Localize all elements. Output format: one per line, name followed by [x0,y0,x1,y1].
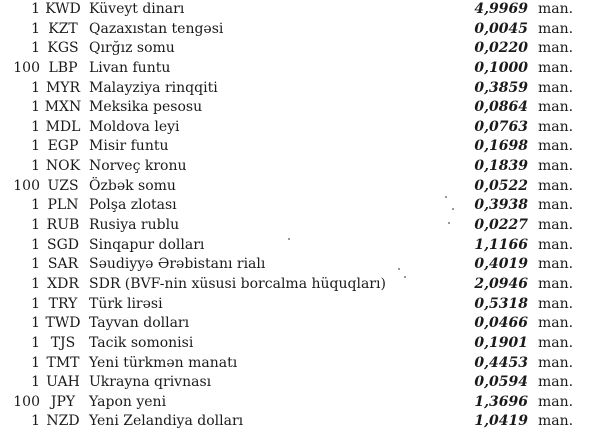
row-unit: 1 [31,354,40,371]
rate-row-sgd [0,236,590,256]
row-currency-suffix: man. [538,217,574,234]
row-currency-suffix: man. [538,1,574,17]
row-unit: 100 [13,59,40,76]
rate-row-nok [0,157,590,177]
rate-row-mdl [0,118,590,138]
row-unit: 1 [31,295,40,312]
row-unit: 1 [31,197,40,214]
row-currency-suffix: man. [538,236,574,253]
row-rate-value: 0,1000 [474,59,528,76]
row-currency-name: Polşa zlotası [89,197,177,214]
row-currency-code: TMT [46,354,80,371]
row-currency-name: Sinqapur dolları [89,236,205,253]
rate-row-tmt [0,354,590,374]
row-unit: 1 [31,118,40,135]
row-currency-name: Səudiyyə Ərəbistanı rialı [89,256,266,273]
row-currency-code: NOK [45,158,81,175]
row-currency-suffix: man. [538,118,574,135]
row-rate-value: 0,0763 [474,118,528,135]
row-rate-value: 2,0946 [474,275,528,292]
row-currency-code: SGD [47,236,79,253]
row-rate-value: 0,1839 [474,158,528,175]
rate-row-sar [0,255,590,275]
row-unit: 1 [31,40,40,57]
row-currency-name: Livan funtu [89,59,171,76]
row-rate-value: 0,0045 [474,20,528,37]
row-currency-code: TRY [48,295,78,312]
row-currency-suffix: man. [538,295,574,312]
scan-speck [448,222,450,224]
row-currency-suffix: man. [538,374,574,391]
rate-row-rub [0,216,590,236]
row-rate-value: 0,0227 [474,217,528,234]
row-currency-code: PLN [47,197,79,214]
row-rate-value: 0,5318 [474,295,528,312]
row-currency-code: KWD [45,1,81,17]
row-currency-suffix: man. [538,79,574,96]
row-unit: 100 [13,393,40,410]
row-currency-code: MYR [45,79,81,96]
row-unit: 1 [31,236,40,253]
row-rate-value: 0,4453 [474,354,528,371]
row-currency-code: KZT [48,20,78,37]
row-currency-name: Tacik somonisi [89,334,194,351]
rate-row-kzt [0,20,590,40]
row-currency-name: Moldova leyi [89,118,180,135]
row-unit: 1 [31,413,40,430]
row-currency-name: Qazaxıstan tengəsi [89,20,224,37]
row-rate-value: 1,1166 [474,236,528,253]
row-currency-code: MDL [45,118,81,135]
row-currency-code: LBP [48,59,78,76]
row-currency-suffix: man. [538,393,574,410]
row-currency-suffix: man. [538,256,574,273]
row-rate-value: 0,1698 [474,138,528,155]
rate-row-kwd [0,0,590,20]
row-currency-suffix: man. [538,40,574,57]
rate-row-uzs [0,177,590,197]
row-currency-suffix: man. [538,197,574,214]
row-currency-code: NZD [46,413,80,430]
row-rate-value: 0,0466 [474,315,528,332]
row-currency-name: Küveyt dinarı [89,1,185,17]
row-unit: 1 [31,79,40,96]
row-rate-value: 0,0594 [474,374,528,391]
scan-speck [404,276,406,278]
row-rate-value: 0,0220 [474,40,528,57]
scan-speck [445,196,447,198]
row-unit: 1 [31,20,40,37]
row-currency-code: JPY [50,393,76,410]
rate-row-egp [0,137,590,157]
row-currency-suffix: man. [538,138,574,155]
rate-row-mxn [0,98,590,118]
row-unit: 1 [31,315,40,332]
row-rate-value: 0,4019 [474,256,528,273]
row-currency-name: Yeni türkmən manatı [89,354,238,371]
rate-row-nzd [0,412,590,432]
rate-row-xdr [0,275,590,295]
row-currency-name: Tayvan dolları [89,315,190,332]
row-currency-code: SAR [47,256,79,273]
rate-row-kgs [0,39,590,59]
rate-row-myr [0,79,590,99]
row-unit: 1 [31,1,40,17]
row-currency-code: UZS [47,177,79,194]
rate-row-try [0,295,590,315]
row-unit: 1 [31,374,40,391]
rate-row-pln [0,196,590,216]
row-currency-suffix: man. [538,354,574,371]
scan-speck [288,238,290,240]
rate-row-lbp [0,59,590,79]
rate-row-twd [0,314,590,334]
row-currency-name: Qırğız somu [89,40,175,57]
row-currency-suffix: man. [538,177,574,194]
row-currency-name: Norveç kronu [89,158,187,175]
row-unit: 1 [31,334,40,351]
row-currency-suffix: man. [538,20,574,37]
row-currency-code: KGS [47,40,79,57]
row-rate-value: 0,1901 [474,334,528,351]
scan-speck [398,268,400,270]
rate-row-uah [0,373,590,393]
row-unit: 1 [31,256,40,273]
row-rate-value: 0,3859 [474,79,528,96]
row-currency-code: MXN [44,99,82,116]
row-currency-name: SDR (BVF-nin xüsusi borcalma hüquqları) [89,275,386,292]
row-unit: 1 [31,99,40,116]
row-currency-name: Özbək somu [89,177,176,194]
row-currency-name: Meksika pesosu [89,99,203,116]
rate-row-jpy [0,393,590,413]
row-currency-name: Türk lirəsi [89,295,163,312]
row-currency-suffix: man. [538,59,574,76]
row-unit: 1 [31,138,40,155]
row-rate-value: 1,3696 [474,393,528,410]
row-currency-code: UAH [46,374,80,391]
row-currency-name: Yeni Zelandiya dolları [89,413,244,430]
row-unit: 1 [31,158,40,175]
row-rate-value: 0,3938 [474,197,528,214]
row-currency-suffix: man. [538,99,574,116]
row-currency-suffix: man. [538,158,574,175]
row-rate-value: 0,0522 [474,177,528,194]
row-currency-code: TWD [45,315,81,332]
row-currency-suffix: man. [538,275,574,292]
row-rate-value: 4,9969 [474,1,528,17]
scan-speck [452,208,454,210]
row-currency-code: XDR [47,275,79,292]
row-rate-value: 0,0864 [474,99,528,116]
row-unit: 100 [13,177,40,194]
rate-row-tjs [0,334,590,354]
row-currency-name: Misir funtu [89,138,169,155]
row-currency-name: Malayziya rinqqiti [89,79,218,96]
row-currency-code: TJS [50,334,76,351]
row-rate-value: 1,0419 [474,413,528,430]
row-unit: 1 [31,275,40,292]
row-unit: 1 [31,217,40,234]
row-currency-name: Rusiya rublu [89,217,180,234]
row-currency-code: EGP [47,138,79,155]
row-currency-name: Yapon yeni [89,393,167,410]
row-currency-suffix: man. [538,334,574,351]
row-currency-suffix: man. [538,315,574,332]
row-currency-code: RUB [46,217,80,234]
row-currency-suffix: man. [538,413,574,430]
row-currency-name: Ukrayna qrivnası [89,374,212,391]
